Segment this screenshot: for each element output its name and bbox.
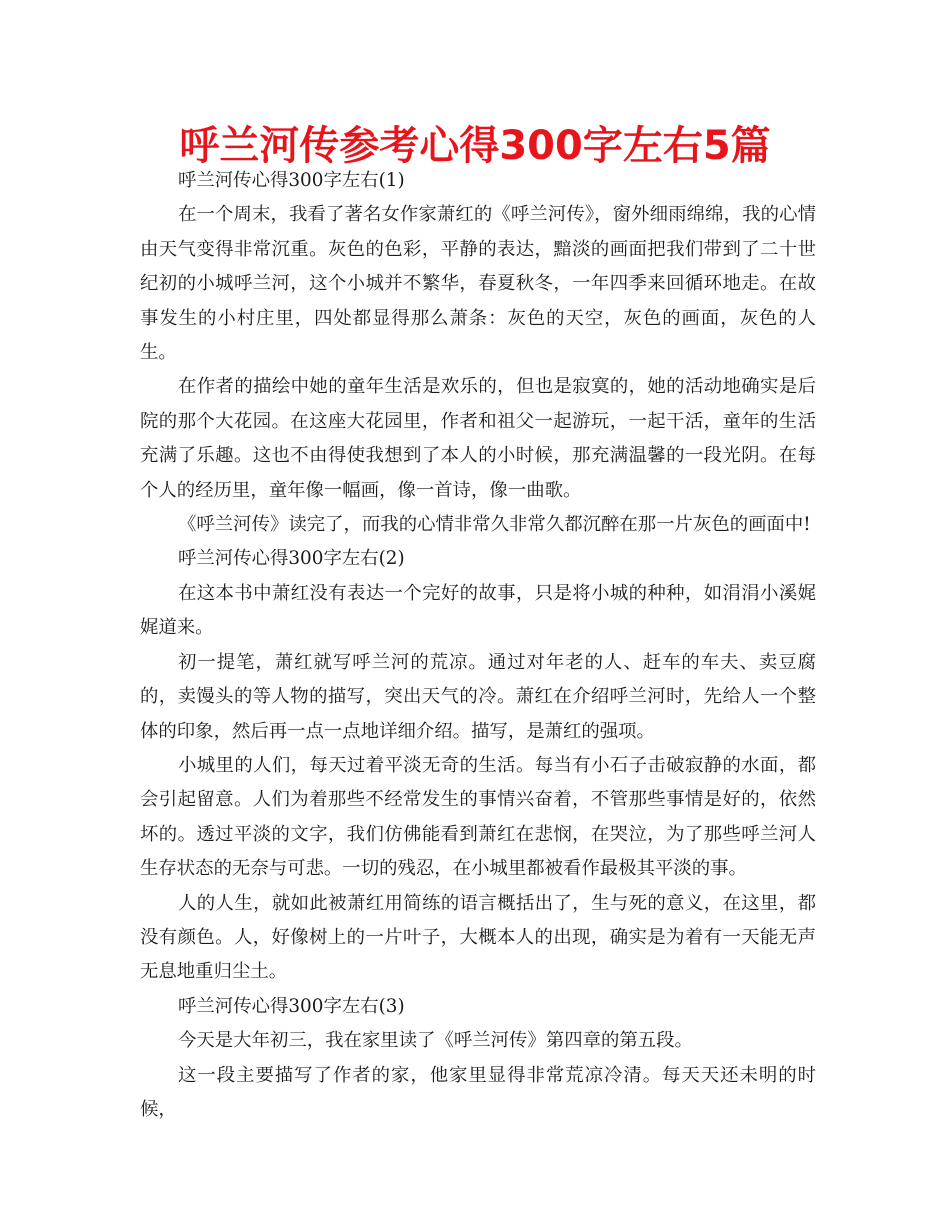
paragraph: 今天是大年初三，我在家里读了《呼兰河传》第四章的第五段。 <box>178 1030 693 1052</box>
section-heading-2: 呼兰河传心得300字左右(2) <box>178 548 405 570</box>
section-heading-3: 呼兰河传心得300字左右(3) <box>178 995 405 1017</box>
section-heading-1: 呼兰河传心得300字左右(1) <box>178 170 405 191</box>
paragraph: 在一个周末，我看了著名女作家萧红的《呼兰河传》，窗外细雨绵绵，我的心情由天气变得非常沉重。灰色的色彩，平静的表达，黯淡的画面把我们带到了二十世纪初的小城呼兰河，这个小城并不繁华，春夏秋冬，一年四季来回循环地走。在故事发生的小村庄里，四处都显得那么萧条：灰色的天空，灰色的画面，灰色的人生。 <box>140 204 816 364</box>
paragraph: 小城里的人们，每天过着平淡无奇的生活。每当有小石子击破寂静的水面，都会引起留意。人们为着那些不经常发生的事情兴奋着，不管那些事情是好的，依然坏的。透过平淡的文字，我们仿佛能看到萧红在悲悯，在哭泣，为了那些呼兰河人生存状态的无奈与可悲。一切的残忍，在小城里都被看作最极其平淡的事。 <box>140 754 816 880</box>
paragraph: 在作者的描绘中她的童年生活是欢乐的，但也是寂寞的，她的活动地确实是后院的那个大花园。在这座大花园里，作者和祖父一起游玩，一起干活，童年的生活充满了乐趣。这也不由得使我想到了本人的小时候，那充满温馨的一段光阴。在每个人的经历里，童年像一幅画，像一首诗，像一曲歌。 <box>140 376 816 501</box>
paragraph: 人的人生，就如此被萧红用简练的语言概括出了，生与死的意义，在这里，都没有颜色。人，好像树上的一片叶子，大概本人的出现，确实是为着有一天能无声无息地重归尘土。 <box>140 892 816 983</box>
paragraph: 《呼兰河传》读完了，而我的心情非常久非常久都沉醉在那一片灰色的画面中! <box>178 514 811 536</box>
paragraph: 这一段主要描写了作者的家，他家里显得非常荒凉冷清。每天天还未明的时候， <box>140 1064 816 1120</box>
document-body <box>140 164 816 1127</box>
document-title: 呼兰河传参考心得300字左右5篇 <box>179 123 771 169</box>
paragraph: 在这本书中萧红没有表达一个完好的故事，只是将小城的种种，如涓涓小溪娓娓道来。 <box>140 582 816 639</box>
paragraph: 初一提笔，萧红就写呼兰河的荒凉。通过对年老的人、赶车的车夫、卖豆腐的，卖馒头的等人物的描写，突出天气的冷。萧红在介绍呼兰河时，先给人一个整体的印象，然后再一点一点地详细介绍。描写，是萧红的强项。 <box>140 651 816 742</box>
